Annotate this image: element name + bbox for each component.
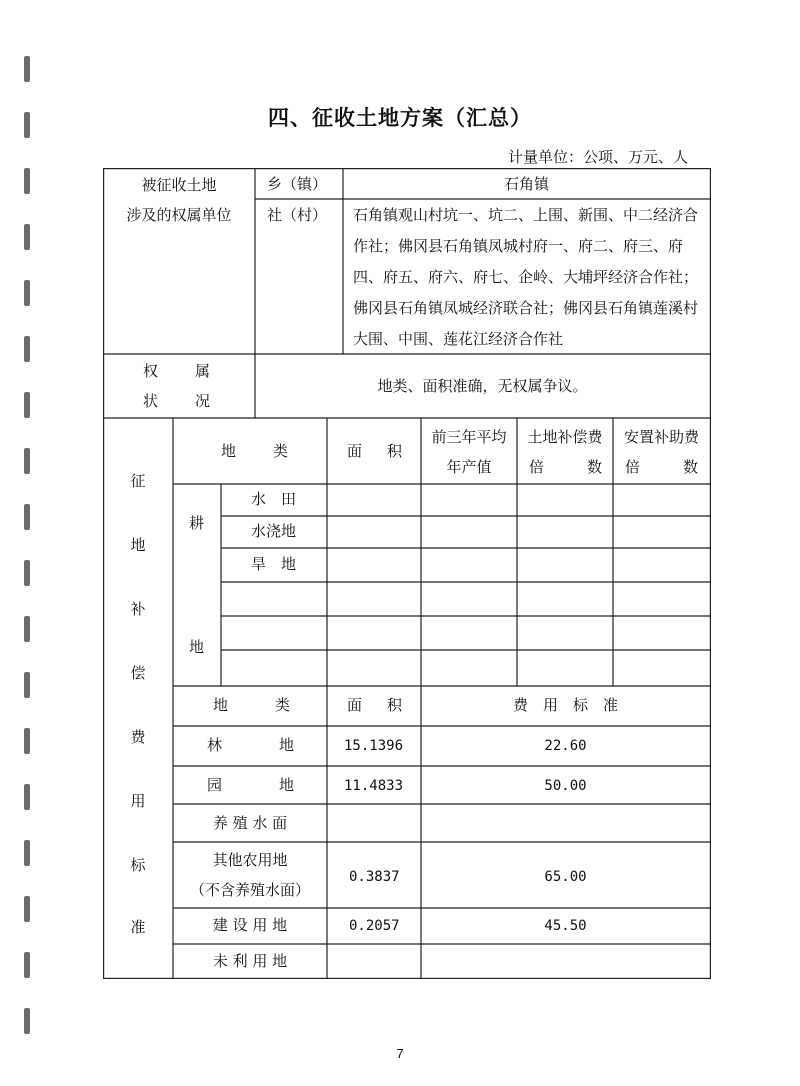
row-forest-area: 15.1396 [344,738,404,754]
binder-hole [24,616,30,642]
side-label-char: 用 [130,792,146,810]
status-label-a2: 属 [195,362,211,380]
binder-hole [24,952,30,978]
ownership-label-line1: 被征收土地 [141,176,217,194]
header2-land-type-a: 地 [213,696,229,714]
binder-hole [24,224,30,250]
row-forest-type-a: 林 [207,736,223,754]
side-label-char: 标 [130,856,146,874]
side-label-char: 补 [130,600,146,618]
header-resettle-line1: 安置补助费 [623,428,699,446]
binder-hole [24,392,30,418]
cultivated-row-label: 旱 地 [251,555,297,573]
town-value: 石角镇 [503,175,549,193]
header-area-a: 面 [347,442,363,460]
binder-hole [24,784,30,810]
header2-area-a: 面 [347,696,363,714]
binder-hole [24,840,30,866]
row-forest-type-b: 地 [279,736,295,754]
village-value: 石角镇观山村坑一、坑二、上围、新围、中二经济合作社；佛冈县石角镇凤城村府一、府二、府三、府四、府五、府六、府七、企岭、大埔坪经济合作社；佛冈县石角镇凤城经济联合社；佛冈县石角镇莲溪村大围、中围、莲花江经济合作社 [353,206,699,348]
status-label-a1: 权 [143,362,159,380]
cultivated-label-b: 地 [189,638,205,656]
binder-hole [24,448,30,474]
land-acquisition-table [103,168,711,979]
header-land-comp-b: 数 [587,458,603,476]
cultivated-label-a: 耕 [189,514,205,532]
side-label-char: 偿 [130,664,146,682]
row-garden-area: 11.4833 [344,778,404,794]
binder-hole [24,728,30,754]
header-land-type-b: 类 [273,442,289,460]
side-label-char: 费 [130,728,146,746]
side-label-char: 准 [130,918,146,936]
binder-hole [24,896,30,922]
header2-land-type-b: 类 [275,696,291,714]
row-construction-fee: 45.50 [544,918,587,934]
row-other-ag-type-line1: 其他农用地 [212,851,288,869]
row-other-ag-fee: 65.00 [544,869,587,885]
binder-hole [24,560,30,586]
header-land-comp-line1: 土地补偿费 [527,428,603,446]
row-other-ag-area: 0.3837 [349,869,400,885]
page-number: 7 [396,1046,404,1061]
header-land-comp-a: 倍 [529,458,545,476]
binder-hole [24,1008,30,1034]
status-label-b2: 况 [195,392,211,410]
header-avg-line2: 年产值 [446,458,492,476]
binder-hole [24,280,30,306]
binder-hole [24,672,30,698]
header-area-b: 积 [387,442,403,460]
unit-note: 计量单位：公项、万元、人 [507,148,688,166]
binder-hole [24,56,30,82]
header-land-type-a: 地 [221,442,237,460]
cultivated-row-label: 水 田 [251,490,297,508]
header-avg-line1: 前三年平均 [431,428,507,446]
header2-fee: 费 用 标 准 [512,696,618,714]
side-label-char: 征 [130,472,146,490]
binder-hole [24,168,30,194]
status-label-b1: 状 [143,392,159,410]
row-construction-type: 建 设 用 地 [212,916,288,934]
page-title: 四、征收土地方案（汇总） [268,105,532,130]
status-value: 地类、面积准确，无权属争议。 [377,377,588,395]
header-resettle-b: 数 [683,458,699,476]
village-label: 社（村） [267,206,328,224]
row-unused-type: 未 利 用 地 [212,952,288,970]
binder-hole [24,336,30,362]
ownership-label-line2: 涉及的权属单位 [126,206,232,224]
header-resettle-a: 倍 [625,458,641,476]
side-label-char: 地 [130,536,146,554]
town-label: 乡（镇） [267,175,328,193]
row-aquaculture-type: 养 殖 水 面 [212,814,288,832]
row-other-ag-type-line2: （不含养殖水面） [189,881,310,899]
cultivated-row-label: 水浇地 [251,522,297,540]
row-forest-fee: 22.60 [544,738,587,754]
binder-hole [24,504,30,530]
header2-area-b: 积 [387,696,403,714]
row-garden-type-b: 地 [279,776,295,794]
row-garden-fee: 50.00 [544,778,587,794]
row-garden-type-a: 园 [207,776,223,794]
row-construction-area: 0.2057 [349,918,400,934]
